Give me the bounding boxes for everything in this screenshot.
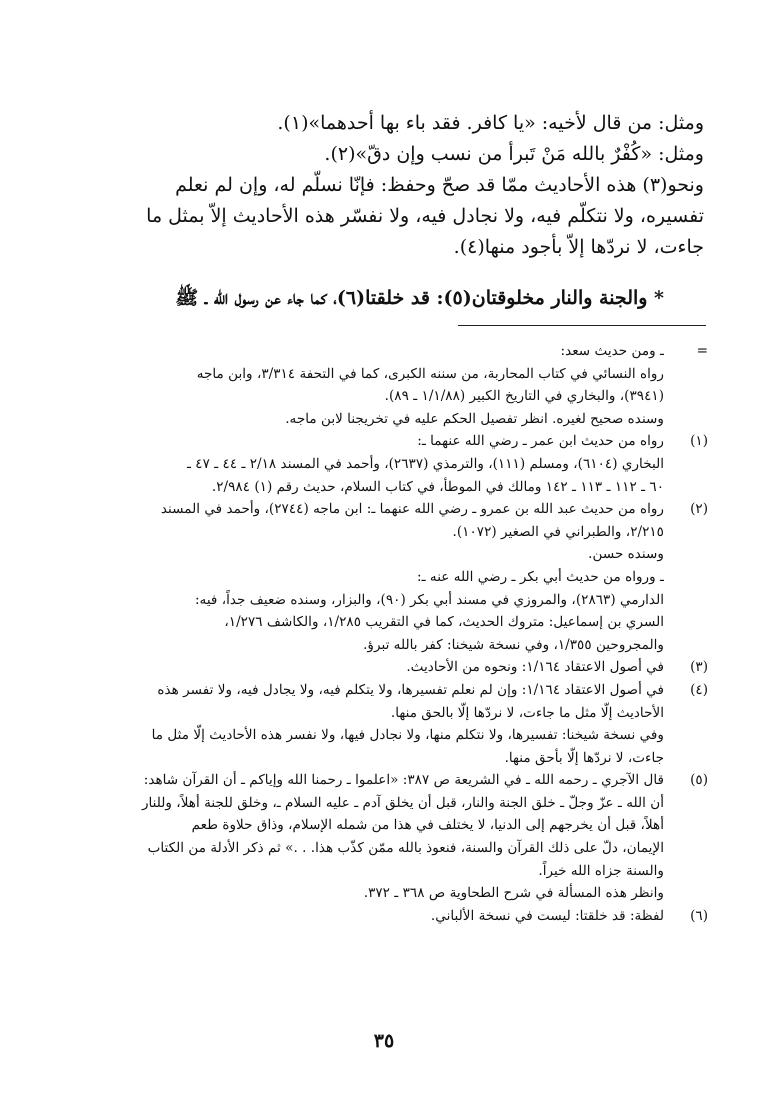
footnote-line: في أصول الاعتقاد ١/١٦٤: وإن لم نعلم تفسيرها، ولا يتكلم فيه، ولا يجادل فيه، ولا تفسر هذه [157,681,664,698]
footnote-line: وفي نسخة شيخنا: تفسيرها، ولا نتكلم منها، ولا نجادل فيها، ولا نفسر هذه الأحاديث إلّا مثل ما [151,727,664,744]
footnote-line: وسنده حسن. [588,546,664,563]
footnote-line: وانظر هذه المسألة في شرح الطحاوية ص ٣٦٨ ـ ٣٧٢. [363,885,664,902]
footnote-line: ـ ومن حديث سعد: [560,343,664,359]
section-heading: * والجنة والنار مخلوقتان(٥): قد خلقتا(٦)، كما جاء عن رسول الله ـ ﷺ [175,287,664,309]
footnote-line: في أصول الاعتقاد ١/١٦٤: ونحوه من الأحاديث. [406,659,664,676]
footnote-line: الإيمان، دلّ على ذلك القرآن والسنة، فنعوذ بالله ممّن كذّب هذا. . .» ثم ذكر الأدلة من الكتاب [147,840,664,857]
footnote-body [102,769,664,905]
footnote-number: = [696,343,708,359]
footnote-number: (١) [690,433,708,450]
footnote-line: ٢/٢١٥، والطبراني في الصغير (١٠٧٢). [452,523,664,540]
main-line: ونحو(٣) هذه الأحاديث ممّا قد صحّ وحفظ: فإنّا نسلّم له، وإن لم نعلم [175,174,704,196]
footnote-line: ٦٠ ـ ١١٢ ـ ١١٣ ـ ١٤٢ ومالك في الموطأ، في كتاب السلام، حديث رقم (١) ٢/٩٨٤. [211,478,664,495]
footnote-line: الأحاديث إلّا مثل ما جاءت، لا نردّها إلّا بالحق منها. [390,704,664,721]
footnote-line: وسنده صحيح لغيره. انظر تفصيل الحكم عليه في تخريجنا لابن ماجه. [285,410,664,427]
footnote-number: (٦) [690,907,708,924]
footnote-line: قال الآجري ـ رحمه الله ـ في الشريعة ص ٣٨٧: «اعلموا ـ رحمنا الله وإياكم ـ أن القرآن شاهد: [143,772,664,789]
footnote-line: أن الله ـ عزّ وجلّ ـ خلق الجنة والنار، قبل أن يخلق آدم ـ عليه السلام ـ، وخلق للجنة أهلاً، وللنار [141,794,664,811]
page-number: ٣٥ [373,1030,395,1052]
footnote-line: رواه النسائي في كتاب المحاربة، من سننه الكبرى، كما في التحفة ٣/٣١٤، وابن ماجه [196,365,664,382]
footnote-line: البخاري (٦١٠٤)، ومسلم (١١١)، والترمذي (٢٦٣٧)، وأحمد في المسند ٢/١٨ ـ ٤٤ ـ ٤٧ ـ [186,455,664,472]
footnote-line: أهلاً، قبل أن يخرجهم إلى الدنيا، لا يختلف في هذا من شمله الإسلام، وذاق حلاوة طعم [191,817,664,834]
footnote-2 [102,498,708,656]
footnote-continued [102,340,708,430]
footnote-6 [102,905,708,928]
footnote-line: والمجروحين ١/٣٥٥، وفي نسخة شيخنا: كفر بالله تبرؤ. [363,636,664,653]
main-line: تفسيره، ولا نتكلّم فيه، ولا نجادل فيه، ولا نفسّر هذه الأحاديث إلاّ بمثل ما [146,205,704,227]
footnote-number: (٤) [690,681,708,698]
footnote-line: الدارمي (٢٨٦٣)، والمروزي في مسند أبي بكر (٩٠)، والبزار، وسنده ضعيف جداً، فيه: [194,591,664,608]
footnote-body [102,430,664,498]
footnote-body [102,656,664,679]
footnote-line: جاءت، لا نردّها إلّا بأحق منها. [504,749,664,766]
footnote-line: ـ ورواه من حديث أبي بكر ـ رضي الله عنه ـ: [417,568,664,585]
main-line: ومثل: «كُفْرٌ بالله مَنْ تَبرأ من نسب وإن دقّ»(٢). [324,143,704,165]
footnote-line: (٣٩٤١)، والبخاري في التاريخ الكبير (١/١/٨٨ ـ ٨٩). [384,388,664,405]
footnote-line: رواه من حديث ابن عمر ـ رضي الله عنهما ـ: [417,433,664,450]
footnote-number: (٥) [690,772,708,789]
main-line: ومثل: من قال لأخيه: «يا كافر. فقد باء بها أحدهما»(١). [277,112,704,134]
footnote-5 [102,769,708,905]
footnote-line: لفظة: قد خلقتا: ليست في نسخة الألباني. [430,907,664,924]
footnote-line: رواه من حديث عبد الله بن عمرو ـ رضي الله عنهما ـ: ابن ماجه (٢٧٤٤)، وأحمد في المسند [160,501,664,518]
footnote-divider [458,325,706,326]
footnote-body [102,679,664,769]
footnote-body [102,905,664,928]
footnote-3 [102,656,708,679]
footnote-line: والسنة جزاه الله خيراً. [538,862,664,879]
main-text [106,108,704,263]
footnotes [102,340,708,927]
footnote-4 [102,679,708,769]
footnote-number: (٣) [690,659,708,676]
footnote-body [102,340,664,430]
footnote-line: السري بن إسماعيل: متروك الحديث، كما في التقريب ١/٢٨٥، والكاشف ١/٢٧٦، [224,614,664,631]
footnote-body [102,498,664,656]
main-line: جاءت، لا نردّها إلاّ بأجود منها(٤). [453,236,704,258]
footnote-1 [102,430,708,498]
footnote-number: (٢) [690,501,708,518]
